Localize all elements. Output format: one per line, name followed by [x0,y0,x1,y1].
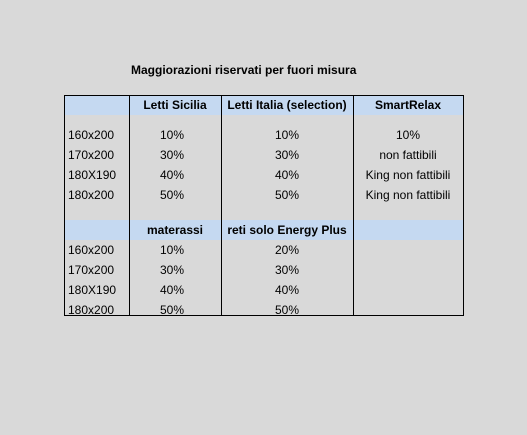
table1-row4-col1[interactable]: 50% [160,188,185,202]
table1-row2-col3[interactable]: non fattibili [379,148,437,162]
table1-row4-col3[interactable]: King non fattibili [365,188,451,202]
table2-row3-size[interactable]: 180X190 [68,283,117,297]
table1-row2-col2[interactable]: 30% [274,148,300,162]
table2-row1-col1[interactable]: 10% [160,243,185,257]
table2-row2-col2[interactable]: 30% [274,263,300,277]
table2-row4-size[interactable]: 180x200 [68,303,115,317]
table2-row3-col2[interactable]: 40% [274,283,300,297]
sheet-title[interactable]: Maggiorazioni riservati per fuori misura [131,63,357,77]
table1-header-smartrelax[interactable]: SmartRelax [374,98,442,112]
table1-row3-col1[interactable]: 40% [160,168,185,182]
table2-row2-col1[interactable]: 30% [160,263,185,277]
table1-row1-col2[interactable]: 10% [274,128,300,142]
table2-row4-col1[interactable]: 50% [160,303,185,317]
table2-row1-size[interactable]: 160x200 [68,243,115,257]
table1-row4-size[interactable]: 180x200 [68,188,115,202]
table1-row3-size[interactable]: 180X190 [68,168,117,182]
table1-row2-col1[interactable]: 30% [160,148,185,162]
table1-row1-size[interactable]: 160x200 [68,128,115,142]
table2-header-reti[interactable]: reti solo Energy Plus [227,223,347,237]
table1-row1-col1[interactable]: 10% [160,128,185,142]
column-border [353,95,354,316]
gridline [463,0,464,435]
table1-header-letti-sicilia[interactable]: Letti Sicilia [143,98,207,112]
table2-row2-size[interactable]: 170x200 [68,263,115,277]
table2-row1-col2[interactable]: 20% [274,243,300,257]
table2-row3-col1[interactable]: 40% [160,283,185,297]
table1-row3-col2[interactable]: 40% [274,168,300,182]
table2-header-materassi[interactable]: materassi [146,223,204,237]
table1-row2-size[interactable]: 170x200 [68,148,115,162]
table2-row4-col2[interactable]: 50% [274,303,300,317]
table1-header-letti-italia[interactable]: Letti Italia (selection) [227,98,347,112]
column-border [221,95,222,316]
table1-row4-col2[interactable]: 50% [274,188,300,202]
table1-row1-col3[interactable]: 10% [395,128,421,142]
column-border [129,95,130,316]
gridline [64,0,65,435]
table1-row3-col3[interactable]: King non fattibili [365,168,451,182]
